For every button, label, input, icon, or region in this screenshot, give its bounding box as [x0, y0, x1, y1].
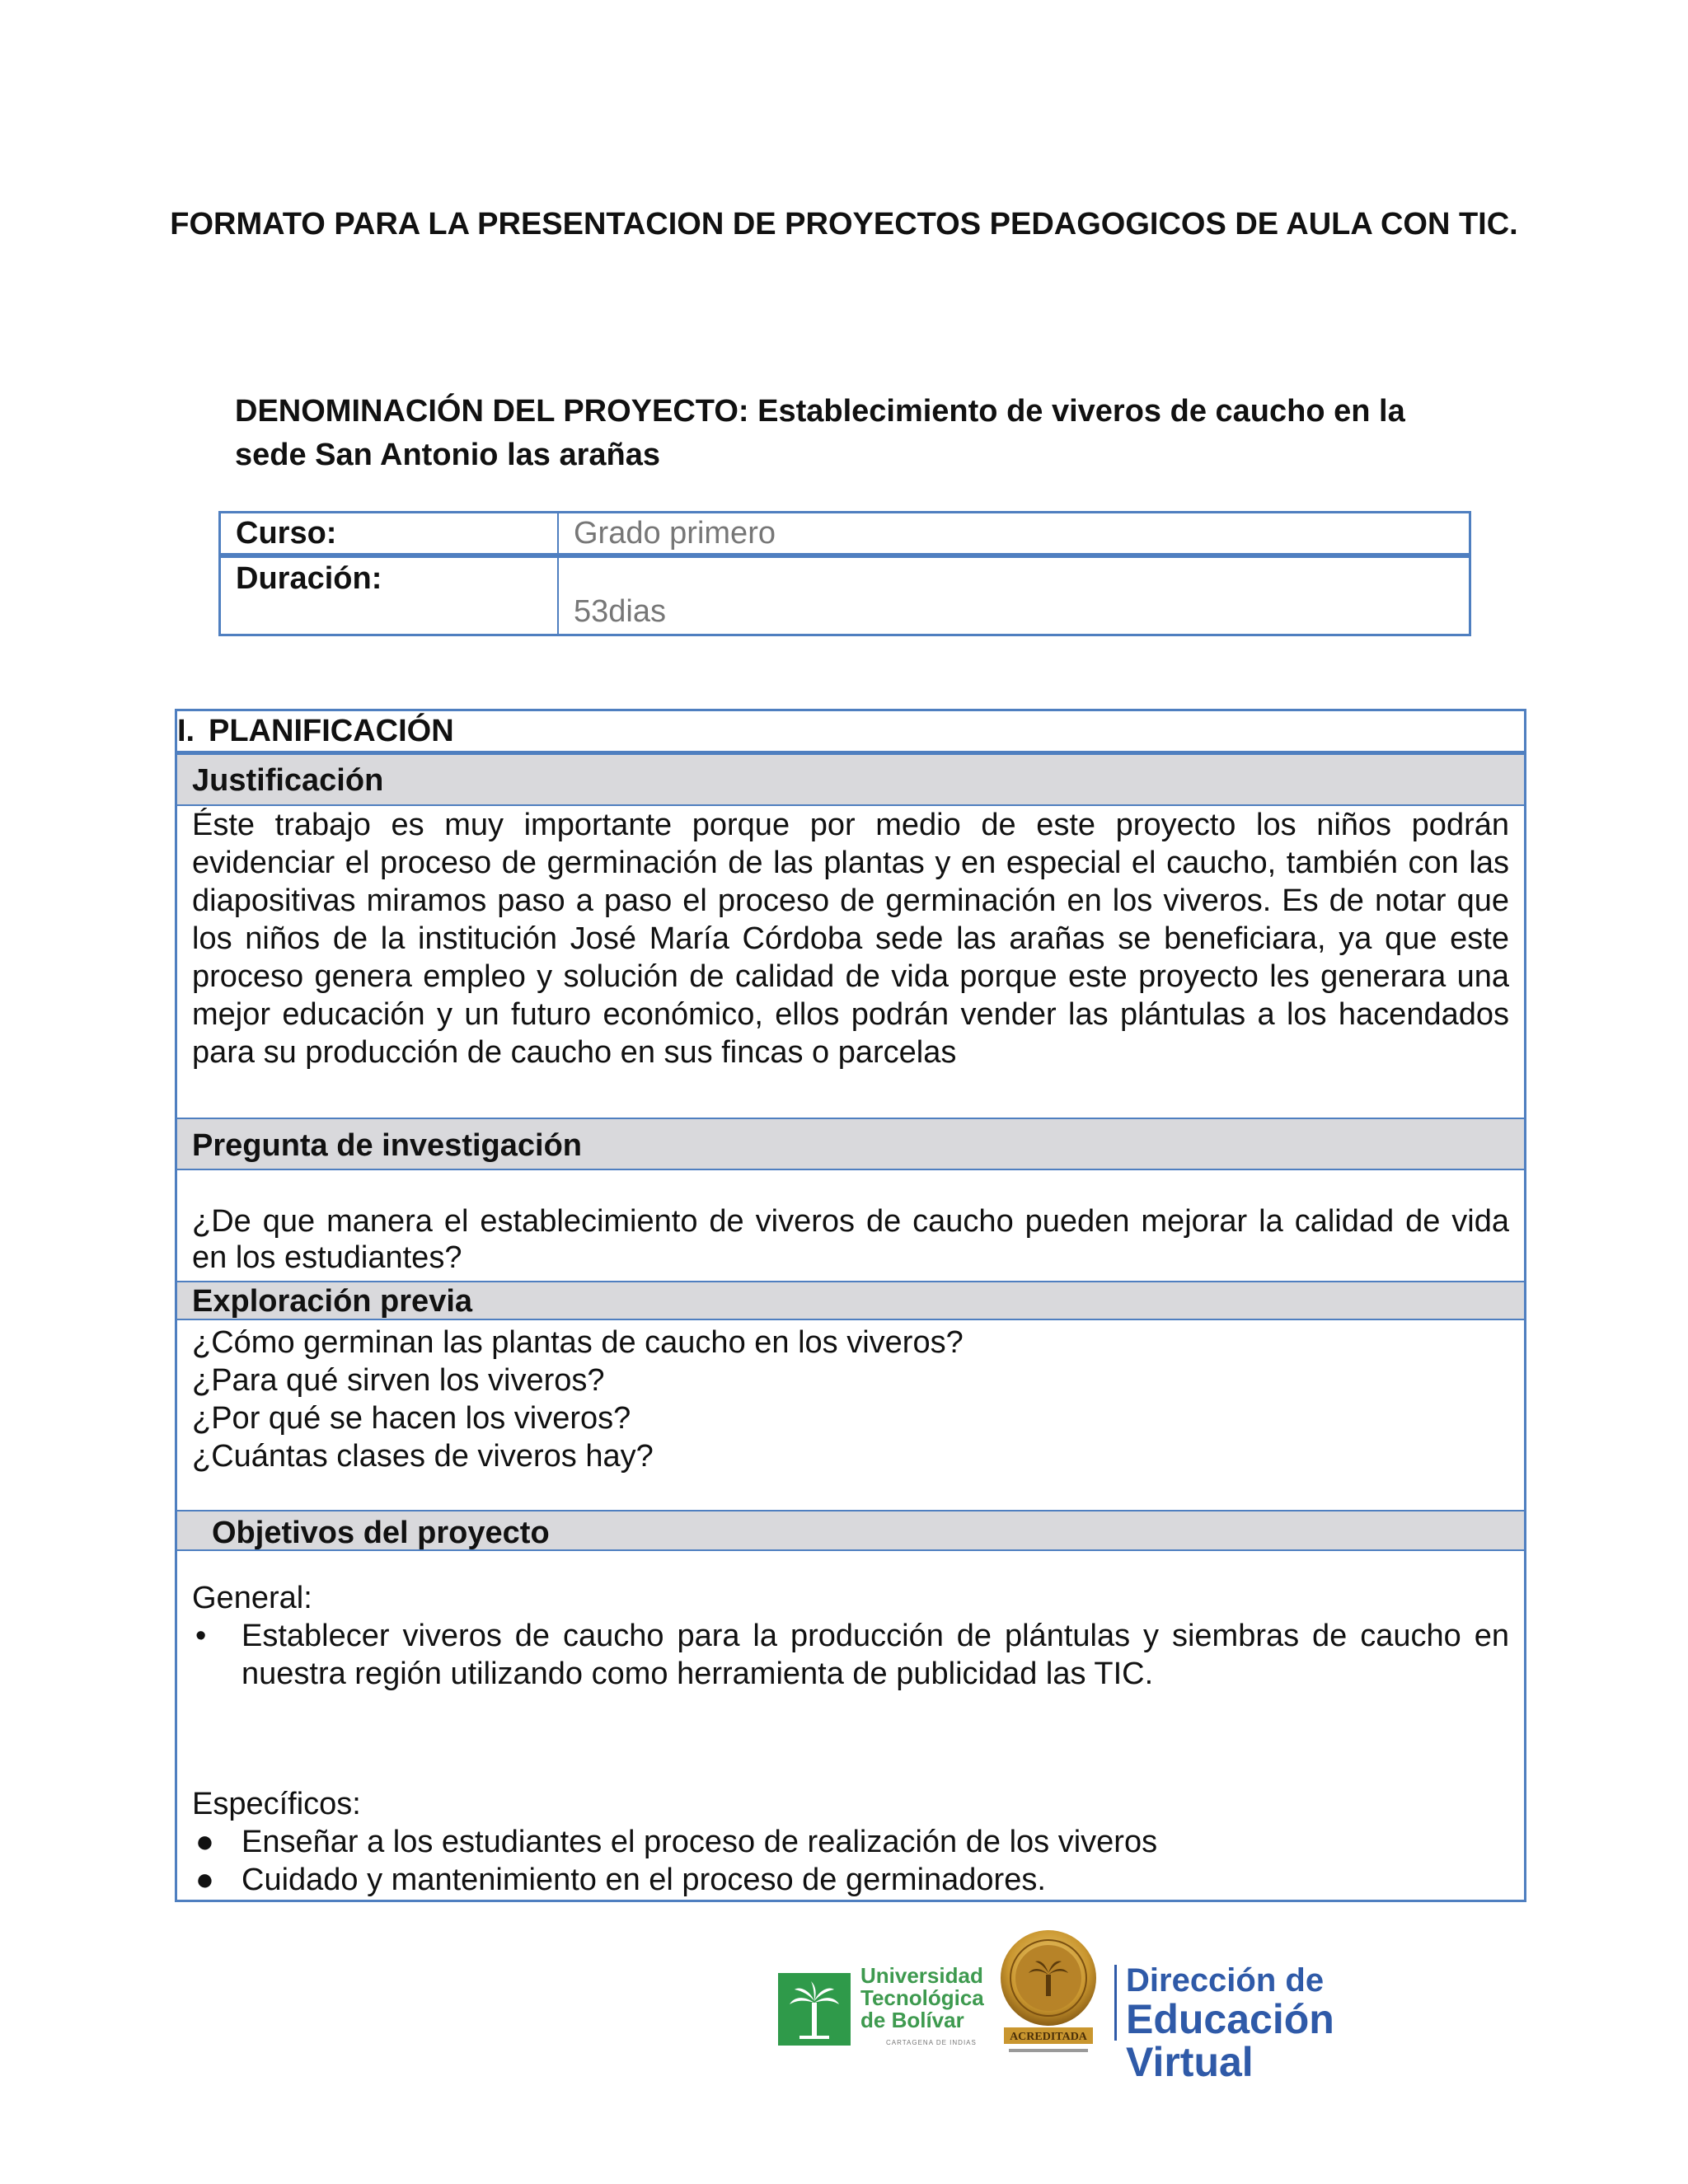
course-info-table — [218, 511, 1471, 636]
project-label: DENOMINACIÓN DEL PROYECTO: — [235, 394, 749, 429]
exploracion-question: ¿Cuántas clases de viveros hay? — [192, 1439, 654, 1474]
exploracion-body — [177, 1320, 1524, 1511]
specific-objective — [192, 1861, 1509, 1899]
bullet-icon: ● — [195, 1825, 214, 1859]
bullet-icon: • — [195, 1619, 207, 1653]
general-label: General: — [192, 1581, 312, 1615]
planning-table — [175, 709, 1526, 1902]
direccion-line1: Dirección de — [1126, 1962, 1325, 1999]
exploracion-heading: Exploración previa — [177, 1282, 1524, 1320]
direccion-line2: Educación Virtual — [1126, 1996, 1334, 2085]
utb-name — [860, 1965, 984, 2032]
project-name — [235, 390, 1455, 477]
pregunta-body: ¿De que manera el establecimiento de viveros de caucho pueden mejorar la calidad de vida en los estudiantes? — [177, 1170, 1524, 1282]
exploracion-question: ¿Para qué sirven los viveros? — [192, 1363, 605, 1398]
specific-label: Específicos: — [192, 1787, 361, 1821]
utb-palm-icon — [778, 1973, 851, 2046]
general-objective — [192, 1617, 1509, 1693]
curso-value: Grado primero — [574, 516, 776, 551]
utb-line: Tecnológica — [860, 1985, 984, 2010]
duracion-label: Duración: — [221, 558, 559, 634]
utb-line: de Bolívar — [860, 2008, 964, 2032]
curso-label: Curso: — [221, 513, 559, 553]
general-objective-text: Establecer viveros de caucho para la producción de plántulas y siembras de caucho en nuestra región utilizando como herramienta de publicidad las TIC. — [241, 1619, 1509, 1691]
justificacion-heading: Justificación — [177, 755, 1524, 806]
logo-divider — [1114, 1965, 1117, 2041]
seal-text: ACREDITADA — [1010, 2031, 1087, 2043]
pregunta-heading: Pregunta de investigación — [177, 1119, 1524, 1170]
exploracion-question: ¿Cómo germinan las plantas de caucho en los viveros? — [192, 1325, 964, 1360]
document-title: FORMATO PARA LA PRESENTACION DE PROYECTOS PEDAGOGICOS DE AULA CON TIC. — [170, 207, 1518, 241]
objetivos-heading: Objetivos del proyecto — [177, 1511, 1524, 1551]
planning-header — [177, 711, 1524, 755]
project-title: Establecimiento de viveros de caucho en la sede San Antonio las arañas — [235, 394, 1405, 472]
utb-subtitle: CARTAGENA DE INDIAS — [886, 2039, 977, 2046]
bullet-icon: ● — [195, 1863, 214, 1897]
specific-objective — [192, 1823, 1509, 1861]
planning-title: PLANIFICACIÓN — [209, 714, 454, 748]
duracion-value: 53dias — [574, 594, 666, 629]
spacer — [192, 1693, 1509, 1785]
specific-objective-text: Enseñar a los estudiantes el proceso de realización de los viveros — [241, 1825, 1158, 1859]
exploracion-question: ¿Por qué se hacen los viveros? — [192, 1401, 631, 1436]
justificacion-body: Éste trabajo es muy importante porque por medio de este proyecto los niños podrán evidenciar el proceso de germinación de las plantas y en especial el caucho, también con las diapositivas miramos paso a paso el proceso de germinación en los viveros. Es de notar que los niños de la institución José María Córdoba sede las arañas se beneficiara, ya que este proceso genera empleo y solución de calidad de vida porque este proyecto les generara una mejor educación y un futuro económico, ellos podrán vender las plántulas a los hacendados para su producción de caucho en sus fincas o parcelas — [177, 806, 1524, 1119]
planning-number: I. — [177, 714, 195, 748]
footer-logos — [775, 1927, 1459, 2085]
duracion-row — [221, 553, 1469, 634]
objetivos-body — [177, 1551, 1524, 1899]
utb-line: Universidad — [860, 1963, 983, 1988]
accreditation-seal-icon — [997, 1927, 1100, 2057]
specific-objective-text: Cuidado y mantenimiento en el proceso de germinadores. — [241, 1863, 1046, 1897]
curso-row — [221, 513, 1469, 553]
